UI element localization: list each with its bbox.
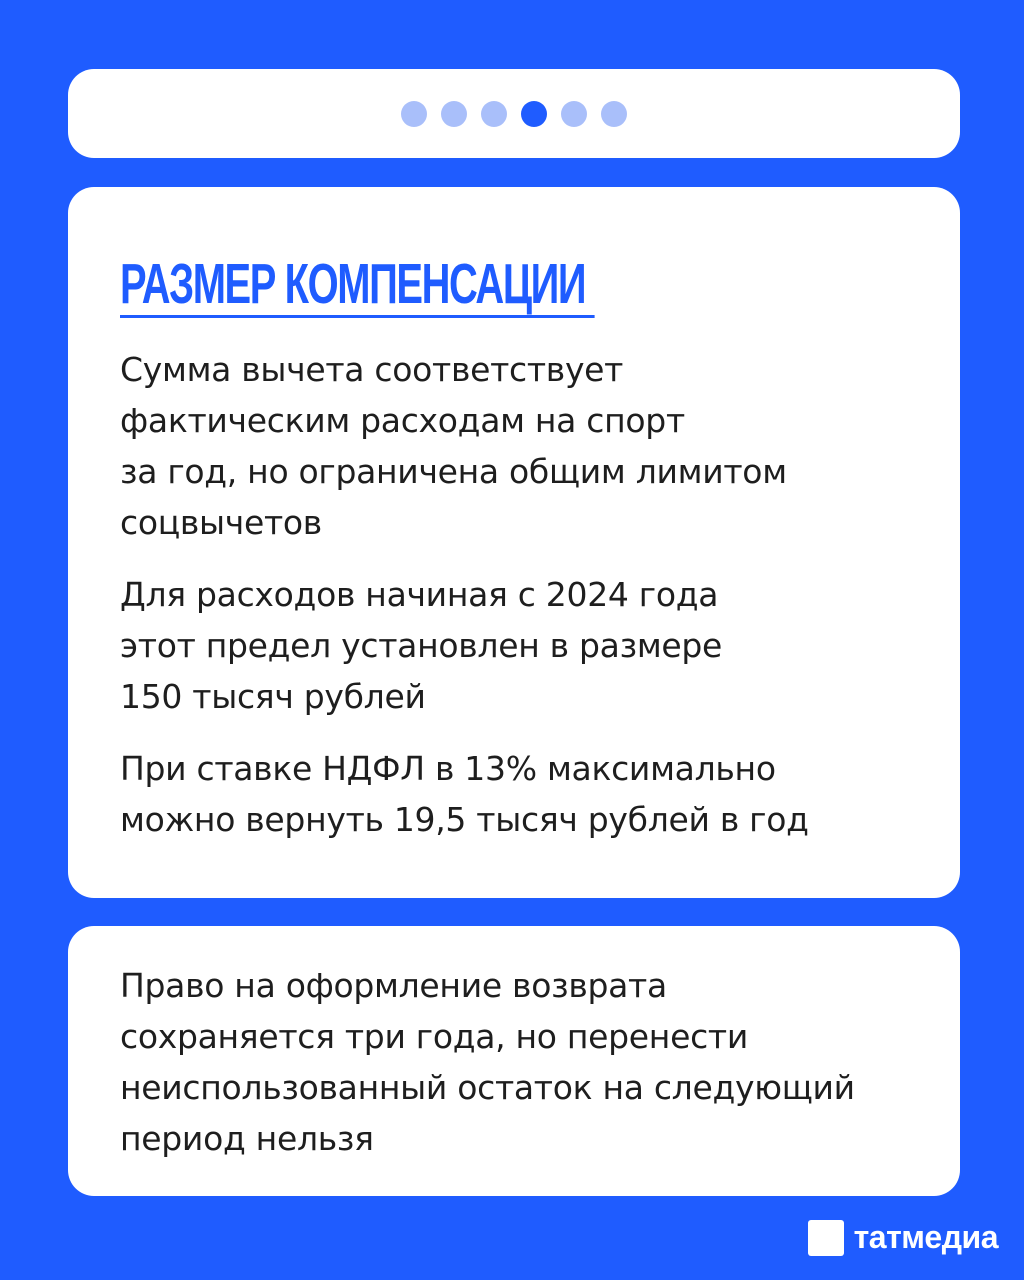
carousel-dot-5[interactable] (561, 101, 587, 127)
carousel-dot-4-active[interactable] (521, 101, 547, 127)
text-line: можно вернуть 19,5 тысяч рублей в год (120, 799, 809, 839)
text-line: за год, но ограничена общим лимитом (120, 451, 787, 491)
text-line: При ставке НДФЛ в 13% максимально (120, 748, 776, 788)
carousel-dot-2[interactable] (441, 101, 467, 127)
carousel-indicator (68, 69, 960, 158)
text-line: Для расходов начиная с 2024 года (120, 574, 719, 614)
text-line: 150 тысяч рублей (120, 676, 426, 716)
paragraph-limit (120, 569, 908, 722)
paragraph-deduction-amount (120, 344, 908, 548)
text-line: неиспользованный остаток на следующий (120, 1068, 855, 1107)
carousel-dot-6[interactable] (601, 101, 627, 127)
brand-logo (808, 1219, 998, 1256)
carousel-dot-1[interactable] (401, 101, 427, 127)
text-line: сохраняется три года, но перенести (120, 1017, 748, 1056)
text-line: Сумма вычета соответствует (120, 349, 624, 389)
main-content-card (68, 187, 960, 898)
section-title-wrap (120, 237, 908, 318)
carousel-dot-3[interactable] (481, 101, 507, 127)
section-title: РАЗМЕР КОМПЕНСАЦИИ (120, 247, 595, 318)
brand-name: татмедиа (853, 1219, 998, 1255)
note-card (68, 926, 960, 1196)
square-logo-icon (808, 1220, 844, 1256)
paragraph-refund-right (120, 960, 908, 1164)
text-line: период нельзя (120, 1119, 374, 1158)
text-line: соцвычетов (120, 502, 322, 542)
text-line: фактическим расходам на спорт (120, 400, 685, 440)
text-line: этот предел установлен в размере (120, 625, 723, 665)
paragraph-max-refund (120, 743, 908, 845)
text-line: Право на оформление возврата (120, 966, 667, 1005)
